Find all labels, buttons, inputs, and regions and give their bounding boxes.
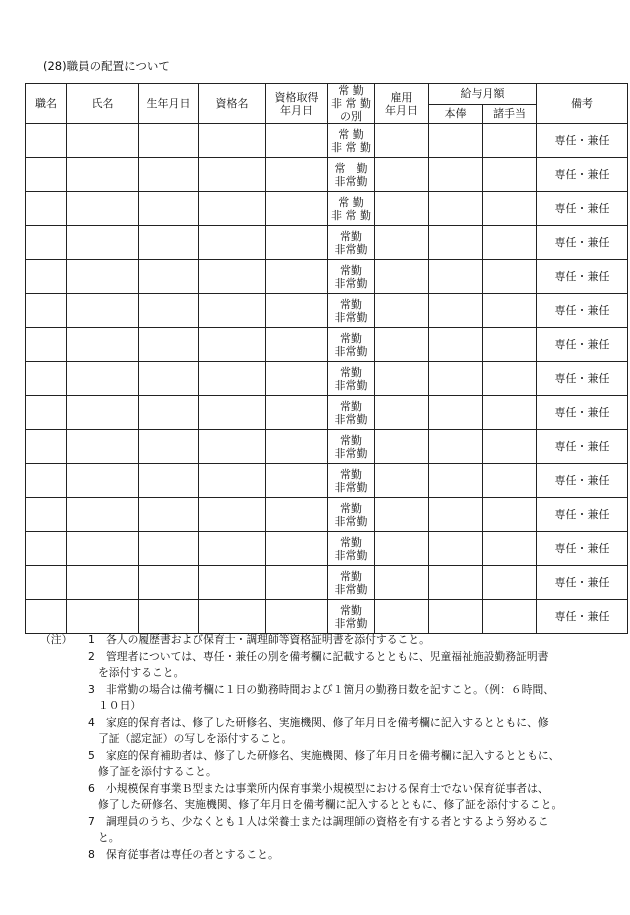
header-salary: 給与月額 [429, 84, 537, 105]
table-cell [139, 430, 199, 464]
table-cell [483, 260, 537, 294]
table-cell [67, 294, 139, 328]
table-cell [139, 464, 199, 498]
table-row [26, 532, 628, 566]
table-cell [199, 226, 266, 260]
table-cell [26, 362, 67, 396]
table-cell [266, 396, 328, 430]
table-cell [67, 158, 139, 192]
table-cell [26, 124, 67, 158]
employment-type-cell: 常 勤 非 常 勤 [328, 192, 375, 226]
table-cell [199, 532, 266, 566]
employment-type-cell: 常勤 非常勤 [328, 328, 375, 362]
table-cell [139, 532, 199, 566]
header-salary-base: 本俸 [429, 104, 483, 123]
remarks-cell: 専任・兼任 [537, 328, 628, 362]
header-qualification: 資格名 [199, 84, 266, 124]
employment-type-cell: 常勤 非常勤 [328, 532, 375, 566]
table-cell [429, 124, 483, 158]
remarks-cell: 専任・兼任 [537, 498, 628, 532]
remarks-cell: 専任・兼任 [537, 362, 628, 396]
table-cell [375, 328, 429, 362]
table-cell [375, 430, 429, 464]
table-cell [139, 124, 199, 158]
table-cell [199, 158, 266, 192]
table-cell [139, 294, 199, 328]
employment-type-cell: 常勤 非常勤 [328, 226, 375, 260]
remarks-cell: 専任・兼任 [537, 226, 628, 260]
table-cell [26, 430, 67, 464]
table-cell [266, 192, 328, 226]
table-cell [26, 566, 67, 600]
header-salary-allowance: 諸手当 [483, 104, 537, 123]
table-cell [429, 294, 483, 328]
table-row [26, 498, 628, 532]
table-cell [67, 430, 139, 464]
table-cell [429, 192, 483, 226]
table-cell [266, 498, 328, 532]
header-birth: 生年月日 [139, 84, 199, 124]
table-row [26, 260, 628, 294]
employment-type-cell: 常勤 非常勤 [328, 464, 375, 498]
table-cell [266, 226, 328, 260]
table-cell [375, 464, 429, 498]
table-cell [375, 260, 429, 294]
table-cell [266, 566, 328, 600]
table-cell [26, 498, 67, 532]
table-cell [67, 124, 139, 158]
table-row [26, 124, 628, 158]
remarks-cell: 専任・兼任 [537, 192, 628, 226]
note-item: 5 家庭的保育補助者は、修了した研修名、実施機関、修了年月日を備考欄に記入するとともに、 修了証を添付すること。 [88, 748, 560, 778]
table-cell [199, 328, 266, 362]
table-cell [429, 158, 483, 192]
table-cell [483, 396, 537, 430]
employment-type-cell: 常勤 非常勤 [328, 260, 375, 294]
note-item: 2 管理者については、専任・兼任の別を備考欄に記載するとともに、児童福祉施設勤務証明書 を添付すること。 [88, 649, 549, 679]
table-cell [429, 532, 483, 566]
table-cell [483, 158, 537, 192]
table-row [26, 226, 628, 260]
header-remarks: 備考 [537, 84, 628, 124]
table-cell [67, 600, 139, 634]
table-cell [26, 532, 67, 566]
remarks-cell: 専任・兼任 [537, 294, 628, 328]
note-item: 4 家庭的保育者は、修了した研修名、実施機関、修了年月日を備考欄に記入するとともに、修 了証（認定証）の写しを添付すること。 [88, 715, 549, 745]
table-cell [266, 362, 328, 396]
table-cell [483, 226, 537, 260]
table-cell [26, 464, 67, 498]
table-cell [483, 600, 537, 634]
table-cell [375, 498, 429, 532]
table-cell [199, 260, 266, 294]
header-position: 職名 [26, 84, 67, 124]
note-item: 7 調理員のうち、少なくとも１人は栄養士または調理師の資格を有する者とするよう努めるこ と。 [88, 814, 549, 844]
table-cell [483, 566, 537, 600]
employment-type-cell: 常勤 非常勤 [328, 498, 375, 532]
table-cell [429, 260, 483, 294]
table-cell [67, 396, 139, 430]
table-cell [139, 396, 199, 430]
header-employment-type: 常 勤 非 常 勤 の別 [328, 84, 375, 124]
table-cell [199, 362, 266, 396]
note-item: 3 非常勤の場合は備考欄に１日の勤務時間および１箇月の勤務日数を記すこと。（例：６時間、 １０日） [88, 682, 555, 712]
remarks-cell: 専任・兼任 [537, 396, 628, 430]
table-cell [429, 464, 483, 498]
table-cell [483, 498, 537, 532]
table-cell [26, 226, 67, 260]
table-cell [67, 532, 139, 566]
employment-type-cell: 常勤 非常勤 [328, 566, 375, 600]
table-cell [375, 362, 429, 396]
table-row [26, 294, 628, 328]
table-row [26, 192, 628, 226]
table-cell [139, 192, 199, 226]
table-cell [375, 158, 429, 192]
table-cell [429, 328, 483, 362]
table-cell [199, 396, 266, 430]
table-cell [139, 260, 199, 294]
table-cell [67, 328, 139, 362]
note-item: 1 各人の履歴書および保育士・調理師等資格証明書を添付すること。 [88, 633, 430, 646]
table-row [26, 396, 628, 430]
table-cell [429, 396, 483, 430]
table-cell [26, 396, 67, 430]
table-cell [139, 362, 199, 396]
section-title: (28)職員の配置について [43, 59, 170, 73]
table-cell [483, 294, 537, 328]
table-cell [483, 192, 537, 226]
table-cell [26, 294, 67, 328]
remarks-cell: 専任・兼任 [537, 260, 628, 294]
remarks-cell: 専任・兼任 [537, 464, 628, 498]
table-cell [139, 566, 199, 600]
table-cell [375, 566, 429, 600]
table-cell [429, 566, 483, 600]
table-cell [483, 362, 537, 396]
table-row [26, 600, 628, 634]
remarks-cell: 専任・兼任 [537, 600, 628, 634]
table-cell [67, 226, 139, 260]
table-cell [26, 192, 67, 226]
table-cell [139, 498, 199, 532]
table-row [26, 362, 628, 396]
employment-type-cell: 常勤 非常勤 [328, 600, 375, 634]
table-cell [67, 464, 139, 498]
header-hire-date: 雇用 年月日 [375, 84, 429, 124]
table-cell [266, 158, 328, 192]
table-cell [375, 396, 429, 430]
table-cell [429, 362, 483, 396]
table-cell [139, 328, 199, 362]
table-cell [67, 498, 139, 532]
remarks-cell: 専任・兼任 [537, 430, 628, 464]
table-cell [266, 430, 328, 464]
remarks-cell: 専任・兼任 [537, 158, 628, 192]
table-cell [26, 600, 67, 634]
table-cell [375, 192, 429, 226]
employment-type-cell: 常勤 非常勤 [328, 430, 375, 464]
employment-type-cell: 常 勤 非常勤 [328, 158, 375, 192]
staff-table [25, 83, 628, 634]
employment-type-cell: 常勤 非常勤 [328, 294, 375, 328]
table-cell [483, 532, 537, 566]
table-cell [67, 260, 139, 294]
employment-type-cell: 常勤 非常勤 [328, 396, 375, 430]
table-cell [67, 362, 139, 396]
table-cell [375, 226, 429, 260]
header-qual-date: 資格取得 年月日 [266, 84, 328, 124]
employment-type-cell: 常勤 非常勤 [328, 362, 375, 396]
table-cell [266, 464, 328, 498]
table-cell [266, 260, 328, 294]
table-cell [139, 158, 199, 192]
table-cell [26, 260, 67, 294]
table-cell [199, 600, 266, 634]
table-row [26, 328, 628, 362]
table-cell [199, 124, 266, 158]
note-item: 6 小規模保育事業Ｂ型または事業所内保育事業小規模型における保育士でない保育従事者は、 修了した研修名、実施機関、修了年月日を備考欄に記入するとともに、修了証を添付すること。 [88, 781, 563, 811]
table-row [26, 158, 628, 192]
remarks-cell: 専任・兼任 [537, 532, 628, 566]
table-cell [199, 192, 266, 226]
note-item: 8 保育従事者は専任の者とすること。 [88, 847, 279, 861]
table-cell [199, 464, 266, 498]
table-cell [266, 532, 328, 566]
table-cell [483, 430, 537, 464]
table-row [26, 430, 628, 464]
table-cell [429, 498, 483, 532]
table-cell [483, 124, 537, 158]
table-cell [375, 124, 429, 158]
table-cell [199, 294, 266, 328]
table-cell [26, 158, 67, 192]
notes-lead: （注） [40, 633, 73, 646]
table-cell [67, 566, 139, 600]
notes [38, 632, 608, 863]
table-row [26, 464, 628, 498]
table-cell [375, 294, 429, 328]
employment-type-cell: 常 勤 非 常 勤 [328, 124, 375, 158]
table-cell [199, 498, 266, 532]
table-cell [375, 600, 429, 634]
table-cell [139, 226, 199, 260]
table-cell [429, 600, 483, 634]
table-cell [375, 532, 429, 566]
table-cell [266, 294, 328, 328]
table-cell [429, 226, 483, 260]
table-cell [266, 328, 328, 362]
table-cell [429, 430, 483, 464]
remarks-cell: 専任・兼任 [537, 124, 628, 158]
table-cell [139, 600, 199, 634]
table-cell [199, 566, 266, 600]
table-cell [483, 328, 537, 362]
table-cell [266, 600, 328, 634]
table-row [26, 566, 628, 600]
header-name: 氏名 [67, 84, 139, 124]
table-cell [67, 192, 139, 226]
remarks-cell: 専任・兼任 [537, 566, 628, 600]
table-cell [26, 328, 67, 362]
table-cell [266, 124, 328, 158]
table-cell [483, 464, 537, 498]
table-cell [199, 430, 266, 464]
